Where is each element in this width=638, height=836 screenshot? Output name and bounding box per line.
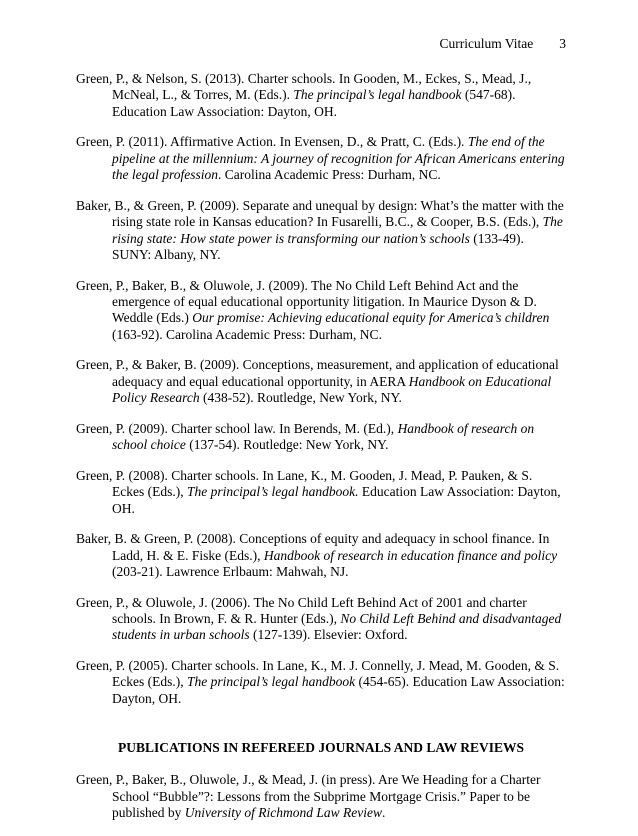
citation-title: Handbook of research in education finance and policy <box>263 547 558 563</box>
citation-entry <box>76 134 566 183</box>
citation-text: Green, P. (2008). Charter schools. In Lane, K., M. Gooden, J. Mead, P. Pauken, & S. Eckes (Eds.), <box>76 467 533 500</box>
citation-text: Green, P., Baker, B., Oluwole, J., & Mead, J. (in press). Are We Heading for a Charter School “Bubble”?: Lessons from the Subprime Mortgage Crisis.” Paper to be published by <box>76 772 541 821</box>
citation-text: Green, P. (2005). Charter schools. In Lane, K., M. J. Connelly, J. Mead, M. Gooden, & S. Eckes (Eds.), <box>76 658 560 690</box>
citation-text: Green, P., Baker, B., & Oluwole, J. (2009). The No Child Left Behind Act and the emergence of equal educational opportunity litigation. In Maurice Dyson & D. Weddle (Eds.) <box>76 277 537 326</box>
citation-entry <box>76 658 566 707</box>
citation-text: Baker, B. & Green, P. (2008). Conceptions of equity and adequacy in school finance. In Ladd, H. & E. Fiske (Eds.), <box>76 531 550 563</box>
citation-title: The rising state: How state power is transforming our nation’s schools <box>112 214 563 246</box>
cv-content <box>76 71 566 836</box>
citation-publisher: (133-49). SUNY: Albany, NY. <box>112 230 524 263</box>
citation-entry <box>76 71 566 120</box>
citation-title: No Child Left Behind and disadvantaged students in urban schools <box>112 611 562 643</box>
citation-entry <box>76 468 566 517</box>
citation-title: The end of the pipeline at the millennium: A journey of recognition for African Americans entering the legal profession <box>112 134 565 183</box>
citation-title: Handbook on Educational Policy Research <box>112 373 552 406</box>
citation-publisher: Education Law Association: Dayton, OH. <box>112 484 561 516</box>
citation-title: University of Richmond Law Review <box>184 805 382 821</box>
citation-entry <box>76 531 566 580</box>
citation-text: Green, P., & Nelson, S. (2013). Charter schools. In Gooden, M., Eckes, S., Mead, J., McNeal, L., & Torres, M. (Eds.). <box>76 71 532 103</box>
section-heading: PUBLICATIONS IN REFEREED JOURNALS AND LAW REVIEWS <box>117 740 525 756</box>
citation-entry <box>76 278 566 344</box>
citation-publisher: (454-65). Education Law Association: Dayton, OH. <box>112 674 565 706</box>
citation-text: Green, P. (2009). Charter school law. In Berends, M. (Ed.), <box>76 420 398 436</box>
citation-publisher: . Carolina Academic Press: Durham, NC. <box>218 167 441 183</box>
citation-title: The principal’s legal handbook <box>293 87 462 103</box>
book-chapters-list <box>76 71 566 707</box>
journal-articles-list <box>76 772 566 821</box>
header-title: Curriculum Vitae <box>439 36 534 51</box>
citation-publisher: (203-21). Lawrence Erlbaum: Mahwah, NJ. <box>112 564 349 580</box>
citation-entry <box>76 198 566 264</box>
citation-title: The principal’s legal handbook. <box>186 484 359 500</box>
citation-publisher: (547-68). Education Law Association: Dayton, OH. <box>112 87 516 119</box>
citation-publisher: (438-52). Routledge, New York, NY. <box>199 390 402 406</box>
citation-text: Baker, B., & Green, P. (2009). Separate and unequal by design: What’s the matter with the rising state role in Kansas education? In Fusarelli, B.C., & Cooper, B.S. (Eds.), <box>76 197 564 230</box>
citation-title: The principal’s legal handbook <box>186 674 356 690</box>
citation-title: Handbook of research on school choice <box>112 420 535 453</box>
citation-publisher: . <box>381 805 386 821</box>
citation-entry <box>76 421 566 454</box>
citation-entry <box>76 357 566 406</box>
citation-text: Green, P., & Oluwole, J. (2006). The No Child Left Behind Act of 2001 and charter schools. In Brown, F. & R. Hunter (Eds.), <box>76 594 527 627</box>
citation-text: Green, P., & Baker, B. (2009). Conceptions, measurement, and application of educational adequacy and equal educational opportunity, in AERA <box>76 357 559 389</box>
page-number: 3 <box>559 36 566 51</box>
citation-title: Our promise: Achieving educational equity for America’s children <box>192 310 550 326</box>
citation-entry <box>76 595 566 644</box>
citation-publisher: (137-54). Routledge: New York, NY. <box>185 437 389 453</box>
page-header <box>439 36 566 52</box>
citation-publisher: (163-92). Carolina Academic Press: Durham, NC. <box>112 326 382 342</box>
citation-entry <box>76 772 566 821</box>
citation-text: Green, P. (2011). Affirmative Action. In Evensen, D., & Pratt, C. (Eds.). <box>76 134 468 150</box>
citation-publisher: (127-139). Elsevier: Oxford. <box>249 627 408 643</box>
